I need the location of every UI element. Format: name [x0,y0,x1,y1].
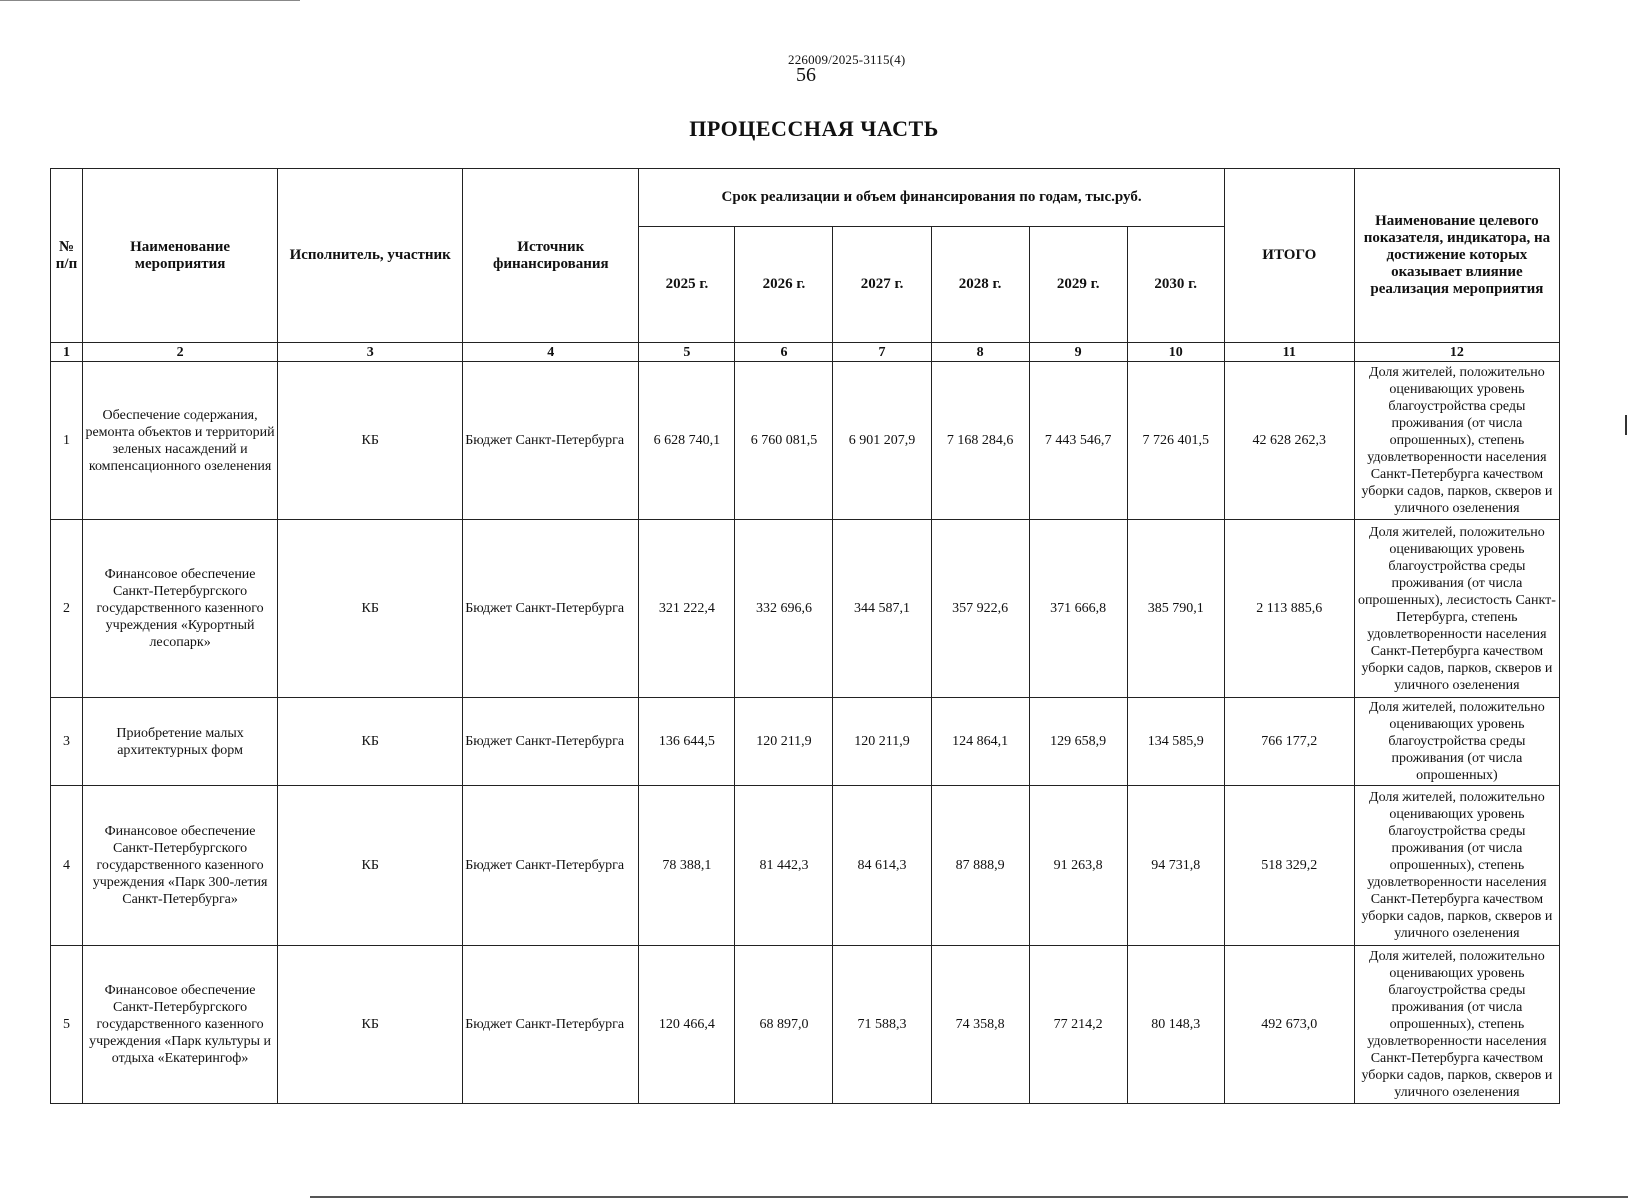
value-2026: 332 696,6 [735,520,833,698]
activity-name: Финансовое обеспечение Санкт-Петербургского государственного казенного учреждения «Парк культуры и отдыха «Екатерингоф» [83,946,278,1104]
column-number: 11 [1224,343,1354,362]
col-header-source: Источник финансирования [463,169,639,343]
col-header-target: Наименование целевого показателя, индикатора, на достижение которых оказывает влияние реализация мероприятия [1354,169,1559,343]
col-header-total: ИТОГО [1224,169,1354,343]
activity-name: Финансовое обеспечение Санкт-Петербургского государственного казенного учреждения «Курортный лесопарк» [83,520,278,698]
value-2028: 7 168 284,6 [931,362,1029,520]
table-row [51,520,1560,698]
col-header-year: 2029 г. [1029,227,1127,343]
col-header-executor: Исполнитель, участник [278,169,463,343]
value-2025: 78 388,1 [639,786,735,946]
col-header-num: № п/п [51,169,83,343]
value-2028: 87 888,9 [931,786,1029,946]
value-2030: 94 731,8 [1127,786,1224,946]
value-2028: 124 864,1 [931,698,1029,786]
column-number: 6 [735,343,833,362]
value-2029: 7 443 546,7 [1029,362,1127,520]
value-2029: 129 658,9 [1029,698,1127,786]
total-value: 492 673,0 [1224,946,1354,1104]
value-2027: 84 614,3 [833,786,931,946]
activity-name: Обеспечение содержания, ремонта объектов и территорий зеленых насаждений и компенсационного озеленения [83,362,278,520]
executor: КБ [278,946,463,1104]
row-number: 2 [51,520,83,698]
column-number: 7 [833,343,931,362]
target-indicator: Доля жителей, положительно оценивающих уровень благоустройства среды проживания (от числа опрошенных), лесистость Санкт-Петербурга, степень удовлетворенности населения Санкт-Петербурга качеством уборки садов, парков, скверов и уличного озеленения [1354,520,1559,698]
total-value: 766 177,2 [1224,698,1354,786]
col-header-year: 2030 г. [1127,227,1224,343]
column-number: 1 [51,343,83,362]
funding-source: Бюджет Санкт-Петербурга [463,698,639,786]
activity-name: Финансовое обеспечение Санкт-Петербургского государственного казенного учреждения «Парк 300-летия Санкт-Петербурга» [83,786,278,946]
column-numbers-row [51,343,1560,362]
column-number: 3 [278,343,463,362]
value-2026: 120 211,9 [735,698,833,786]
value-2026: 68 897,0 [735,946,833,1104]
column-number: 5 [639,343,735,362]
table-row [51,362,1560,520]
column-number: 10 [1127,343,1224,362]
scan-edge-top [0,0,300,1]
executor: КБ [278,786,463,946]
value-2025: 136 644,5 [639,698,735,786]
page-number: 56 [796,64,816,86]
funding-source: Бюджет Санкт-Петербурга [463,520,639,698]
total-value: 42 628 262,3 [1224,362,1354,520]
financing-table [50,168,1560,1104]
col-header-name: Наименование мероприятия [83,169,278,343]
value-2026: 6 760 081,5 [735,362,833,520]
value-2025: 6 628 740,1 [639,362,735,520]
value-2029: 77 214,2 [1029,946,1127,1104]
scan-edge-right [1625,415,1627,435]
funding-source: Бюджет Санкт-Петербурга [463,362,639,520]
value-2025: 120 466,4 [639,946,735,1104]
target-indicator: Доля жителей, положительно оценивающих уровень благоустройства среды проживания (от числа опрошенных), степень удовлетворенности населения Санкт-Петербурга качеством уборки садов, парков, скверов и уличного озеленения [1354,362,1559,520]
value-2025: 321 222,4 [639,520,735,698]
target-indicator: Доля жителей, положительно оценивающих уровень благоустройства среды проживания (от числа опрошенных), степень удовлетворенности населения Санкт-Петербурга качеством уборки садов, парков, скверов и уличного озеленения [1354,946,1559,1104]
column-number: 8 [931,343,1029,362]
table-row [51,698,1560,786]
page-title: ПРОЦЕССНАЯ ЧАСТЬ [689,116,939,141]
value-2027: 71 588,3 [833,946,931,1104]
column-number: 2 [83,343,278,362]
value-2030: 80 148,3 [1127,946,1224,1104]
header-row-1 [51,169,1560,227]
activity-name: Приобретение малых архитектурных форм [83,698,278,786]
executor: КБ [278,362,463,520]
col-header-period-group: Срок реализации и объем финансирования по годам, тыс.руб. [639,169,1224,227]
value-2026: 81 442,3 [735,786,833,946]
funding-source: Бюджет Санкт-Петербурга [463,786,639,946]
col-header-year: 2026 г. [735,227,833,343]
total-value: 518 329,2 [1224,786,1354,946]
table-row [51,786,1560,946]
value-2027: 344 587,1 [833,520,931,698]
value-2030: 7 726 401,5 [1127,362,1224,520]
column-number: 9 [1029,343,1127,362]
value-2028: 357 922,6 [931,520,1029,698]
row-number: 4 [51,786,83,946]
col-header-year: 2028 г. [931,227,1029,343]
row-number: 3 [51,698,83,786]
column-number: 4 [463,343,639,362]
col-header-year: 2027 г. [833,227,931,343]
document-number: 226009/2025-3115(4) [788,52,906,67]
funding-source: Бюджет Санкт-Петербурга [463,946,639,1104]
value-2030: 134 585,9 [1127,698,1224,786]
scan-edge-bottom [310,1196,1628,1198]
value-2029: 91 263,8 [1029,786,1127,946]
row-number: 1 [51,362,83,520]
target-indicator: Доля жителей, положительно оценивающих уровень благоустройства среды проживания (от числа опрошенных), степень удовлетворенности населения Санкт-Петербурга качеством уборки садов, парков, скверов и уличного озеленения [1354,786,1559,946]
target-indicator: Доля жителей, положительно оценивающих уровень благоустройства среды проживания (от числа опрошенных) [1354,698,1559,786]
col-header-year: 2025 г. [639,227,735,343]
executor: КБ [278,698,463,786]
row-number: 5 [51,946,83,1104]
value-2027: 120 211,9 [833,698,931,786]
value-2027: 6 901 207,9 [833,362,931,520]
total-value: 2 113 885,6 [1224,520,1354,698]
value-2028: 74 358,8 [931,946,1029,1104]
column-number: 12 [1354,343,1559,362]
value-2029: 371 666,8 [1029,520,1127,698]
value-2030: 385 790,1 [1127,520,1224,698]
table-row [51,946,1560,1104]
executor: КБ [278,520,463,698]
